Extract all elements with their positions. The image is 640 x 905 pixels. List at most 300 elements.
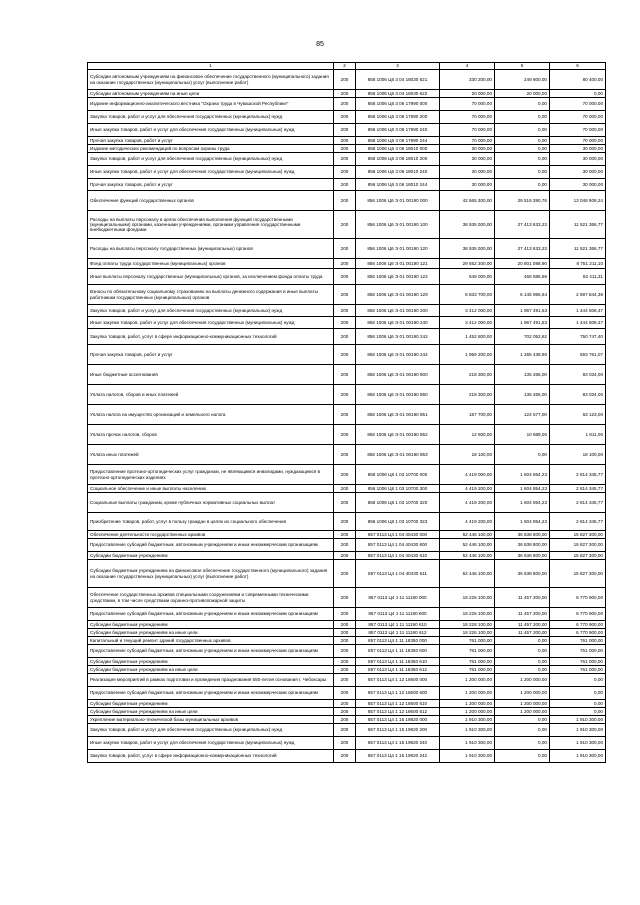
row-plan-cell: 761 000,00 — [440, 658, 495, 666]
row-code-cell: 200 — [334, 179, 356, 191]
table-row — [88, 552, 606, 560]
row-name-cell: Иные бюджетные ассигнования — [88, 365, 334, 385]
row-classification-cell: 856 1006 Ц8 1 03 10700 000 — [356, 465, 440, 485]
row-executed-cell: 0,00 — [495, 666, 550, 674]
row-plan-cell: 70 000,00 — [440, 111, 495, 124]
row-remaining-cell: 1 444 508,47 — [550, 305, 606, 317]
row-name-cell: Взносы по обязательному социальному страхованию на выплаты денежного содержания и иные выплаты работникам государственных (муниципальных) органов — [88, 285, 334, 305]
row-code-cell: 200 — [334, 687, 356, 700]
row-classification-cell: 856 1006 Ц6 Э 01 00190 853 — [356, 445, 440, 465]
row-name-cell: Субсидии бюджетным учреждениям — [88, 658, 334, 666]
row-code-cell: 200 — [334, 539, 356, 552]
row-classification-cell: 857 0113 Ц4 1 11 18350 600 — [356, 645, 440, 658]
row-code-cell: 200 — [334, 285, 356, 305]
row-remaining-cell: 8 751 211,10 — [550, 259, 606, 269]
row-remaining-cell: 18 100,00 — [550, 445, 606, 465]
row-code-cell: 200 — [334, 629, 356, 637]
table-row — [88, 687, 606, 700]
row-classification-cell: 857 0113 Ц4 1 11 18350 612 — [356, 666, 440, 674]
row-name-cell: Фонд оплаты труда государственных (муниципальных) органов — [88, 259, 334, 269]
row-name-cell: Предоставление протезно-ортопедических услуг гражданам, не являющимся инвалидами, нуждающимся в протезно-ортопедических изделиях — [88, 465, 334, 485]
row-name-cell: Субсидии бюджетным учреждениям на иные цели — [88, 708, 334, 716]
row-remaining-cell: 761 000,00 — [550, 637, 606, 645]
row-name-cell: Иные закупки товаров, работ и услуг для обеспечения государственных (муниципальных) нужд — [88, 166, 334, 179]
row-executed-cell: 0,00 — [495, 645, 550, 658]
table-header-row — [88, 63, 606, 70]
row-code-cell: 200 — [334, 166, 356, 179]
row-remaining-cell: 1 444 508,47 — [550, 317, 606, 329]
row-code-cell: 200 — [334, 269, 356, 285]
row-code-cell: 200 — [334, 405, 356, 425]
table-row — [88, 750, 606, 763]
row-code-cell: 200 — [334, 560, 356, 588]
row-remaining-cell: 0,00 — [550, 700, 606, 708]
row-plan-cell: 30 000,00 — [440, 166, 495, 179]
row-executed-cell: 702 052,62 — [495, 329, 550, 345]
row-code-cell: 200 — [334, 666, 356, 674]
row-classification-cell: 857 0113 Ц4 1 11 11190 000 — [356, 588, 440, 608]
table-row — [88, 124, 606, 137]
row-code-cell: 200 — [334, 588, 356, 608]
row-executed-cell: 1 604 854,23 — [495, 493, 550, 513]
row-executed-cell: 1 200 000,00 — [495, 674, 550, 687]
table-row — [88, 145, 606, 153]
row-classification-cell: 857 0113 Ц4 1 12 18600 600 — [356, 687, 440, 700]
row-name-cell: Предоставление субсидий бюджетным, автономным учреждениям и иным некоммерческим организациям — [88, 687, 334, 700]
table-row — [88, 137, 606, 145]
row-plan-cell: 1 959 200,00 — [440, 345, 495, 365]
row-executed-cell: 11 457 200,00 — [495, 629, 550, 637]
row-plan-cell: 1 452 800,00 — [440, 329, 495, 345]
column-header-name: 1 — [88, 63, 334, 70]
budget-table — [87, 62, 606, 763]
row-plan-cell: 70 000,00 — [440, 98, 495, 111]
row-classification-cell: 856 1006 Ц6 Э 01 00190 240 — [356, 317, 440, 329]
row-plan-cell: 1 910 300,00 — [440, 724, 495, 737]
row-name-cell: Закупка товаров, работ и услуг для обеспечения государственных (муниципальных) нужд — [88, 305, 334, 317]
table-row — [88, 269, 606, 285]
table-row — [88, 166, 606, 179]
row-plan-cell: 38 935 000,00 — [440, 211, 495, 239]
table-row — [88, 405, 606, 425]
row-plan-cell: 549 000,00 — [440, 269, 495, 285]
row-name-cell: Предоставление субсидий бюджетным, автономным учреждениям и иным некоммерческим организациям — [88, 608, 334, 621]
row-remaining-cell: 70 000,00 — [550, 137, 606, 145]
row-remaining-cell: 83 034,00 — [550, 385, 606, 405]
row-code-cell: 200 — [334, 637, 356, 645]
row-name-cell: Приобретение товаров, работ, услуг в пользу граждан в целях их социального обеспечения — [88, 513, 334, 531]
table-row — [88, 345, 606, 365]
row-code-cell: 200 — [334, 445, 356, 465]
row-classification-cell: 857 0113 Ц4 1 11 11190 610 — [356, 621, 440, 629]
row-plan-cell: 70 000,00 — [440, 137, 495, 145]
row-classification-cell: 856 1006 Ц6 Э 01 00190 121 — [356, 259, 440, 269]
row-name-cell: Укрепление материально-технической базы муниципальных архивов — [88, 716, 334, 724]
row-plan-cell: 20 000,00 — [440, 90, 495, 98]
row-plan-cell: 52 446 100,00 — [440, 552, 495, 560]
row-code-cell: 200 — [334, 700, 356, 708]
table-row — [88, 588, 606, 608]
row-plan-cell: 761 000,00 — [440, 637, 495, 645]
row-classification-cell: 857 0113 Ц4 1 04 40430 000 — [356, 531, 440, 539]
row-plan-cell: 1 200 000,00 — [440, 687, 495, 700]
table-row — [88, 637, 606, 645]
row-classification-cell: 856 1006 Ц6 3 06 18010 200 — [356, 153, 440, 166]
row-executed-cell: 27 413 633,23 — [495, 211, 550, 239]
row-code-cell: 200 — [334, 737, 356, 750]
row-classification-cell: 856 1006 Ц6 Э 01 00190 242 — [356, 329, 440, 345]
row-plan-cell: 4 419 200,00 — [440, 493, 495, 513]
row-remaining-cell: 1 910 300,00 — [550, 724, 606, 737]
row-plan-cell: 218 300,00 — [440, 365, 495, 385]
row-classification-cell: 857 0113 Ц4 1 04 40430 600 — [356, 539, 440, 552]
row-name-cell: Прочая закупка товаров, работ и услуг — [88, 345, 334, 365]
row-remaining-cell: 15 827 300,00 — [550, 531, 606, 539]
row-executed-cell: 466 588,69 — [495, 269, 550, 285]
row-name-cell: Обеспечение государственных архивов специальными сооружениями и современными техническими средствами, в том числе средствами охранно-противопожарной защиты — [88, 588, 334, 608]
row-classification-cell: 856 1006 Ц8 1 03 10700 323 — [356, 513, 440, 531]
table-row — [88, 674, 606, 687]
row-remaining-cell: 63 123,00 — [550, 405, 606, 425]
row-classification-cell: 856 1006 Ц6 3 04 18030 621 — [356, 70, 440, 90]
table-row — [88, 621, 606, 629]
table-row — [88, 716, 606, 724]
row-classification-cell: 856 1006 Ц6 Э 01 00190 244 — [356, 345, 440, 365]
row-classification-cell: 857 0113 Ц4 1 12 18600 000 — [356, 674, 440, 687]
row-remaining-cell: 30 000,00 — [550, 145, 606, 153]
table-row — [88, 425, 606, 445]
row-remaining-cell: 693 761,07 — [550, 345, 606, 365]
row-remaining-cell: 761 000,00 — [550, 645, 606, 658]
row-remaining-cell: 2 814 345,77 — [550, 465, 606, 485]
row-classification-cell: 856 1006 Ц6 Э 01 00190 851 — [356, 405, 440, 425]
row-name-cell: Социальные выплаты гражданам, кроме публичных нормативных социальных выплат — [88, 493, 334, 513]
row-code-cell: 200 — [334, 708, 356, 716]
row-name-cell: Субсидии автономным учреждениям на финансовое обеспечение государственного (муниципального) задания на оказание государственных (муниципальных) услуг (выполнение работ) — [88, 70, 334, 90]
row-remaining-cell: 6 770 900,00 — [550, 608, 606, 621]
row-classification-cell: 856 1006 Ц6 3 06 18010 244 — [356, 179, 440, 191]
row-executed-cell: 10 689,00 — [495, 425, 550, 445]
table-row — [88, 285, 606, 305]
row-remaining-cell: 0,00 — [550, 674, 606, 687]
table-row — [88, 211, 606, 239]
table-row — [88, 365, 606, 385]
row-code-cell: 200 — [334, 425, 356, 445]
row-name-cell: Прочая закупка товаров, работ и услуг — [88, 137, 334, 145]
row-plan-cell: 4 419 200,00 — [440, 513, 495, 531]
row-code-cell: 200 — [334, 153, 356, 166]
row-classification-cell: 857 0113 Ц4 1 11 18350 000 — [356, 637, 440, 645]
row-remaining-cell: 750 747,40 — [550, 329, 606, 345]
row-plan-cell: 29 552 300,00 — [440, 259, 495, 269]
row-executed-cell: 36 638 800,00 — [495, 539, 550, 552]
row-executed-cell: 36 638 800,00 — [495, 560, 550, 588]
row-executed-cell: 20 000,00 — [495, 90, 550, 98]
row-executed-cell: 1 967 491,53 — [495, 305, 550, 317]
row-name-cell: Субсидии бюджетным учреждениям на иные цели — [88, 666, 334, 674]
row-plan-cell: 1 910 300,00 — [440, 737, 495, 750]
row-plan-cell: 4 419 000,00 — [440, 465, 495, 485]
row-executed-cell: 0,00 — [495, 153, 550, 166]
row-code-cell: 200 — [334, 70, 356, 90]
row-plan-cell: 52 446 100,00 — [440, 560, 495, 588]
row-code-cell: 200 — [334, 239, 356, 259]
row-executed-cell: 0,00 — [495, 111, 550, 124]
row-code-cell: 200 — [334, 211, 356, 239]
row-plan-cell: 1 200 000,00 — [440, 674, 495, 687]
row-plan-cell: 761 000,00 — [440, 666, 495, 674]
row-classification-cell: 856 1006 Ц6 3 06 18010 240 — [356, 166, 440, 179]
row-classification-cell: 856 1006 Ц6 Э 01 00190 000 — [356, 191, 440, 211]
table-row — [88, 708, 606, 716]
row-name-cell: Издание методических рекомендаций по вопросам охраны труда — [88, 145, 334, 153]
row-name-cell: Закупка товаров, работ и услуг для обеспечения государственных (муниципальных) нужд — [88, 724, 334, 737]
row-plan-cell: 761 000,00 — [440, 645, 495, 658]
row-executed-cell: 11 457 200,00 — [495, 588, 550, 608]
row-remaining-cell: 15 827 300,00 — [550, 560, 606, 588]
row-classification-cell: 857 0113 Ц4 1 04 40430 610 — [356, 552, 440, 560]
row-executed-cell: 124 577,00 — [495, 405, 550, 425]
table-row — [88, 445, 606, 465]
table-row — [88, 153, 606, 166]
table-row — [88, 70, 606, 90]
row-executed-cell: 6 145 955,64 — [495, 285, 550, 305]
row-executed-cell: 11 457 200,00 — [495, 608, 550, 621]
row-code-cell: 200 — [334, 531, 356, 539]
table-row — [88, 608, 606, 621]
row-code-cell: 200 — [334, 385, 356, 405]
row-executed-cell: 36 638 800,00 — [495, 552, 550, 560]
row-plan-cell: 4 419 200,00 — [440, 485, 495, 493]
row-classification-cell: 857 0113 Ц4 1 15 19820 242 — [356, 750, 440, 763]
row-code-cell: 200 — [334, 621, 356, 629]
table-row — [88, 485, 606, 493]
row-remaining-cell: 6 770 900,00 — [550, 588, 606, 608]
row-executed-cell: 0,00 — [495, 716, 550, 724]
row-code-cell: 200 — [334, 98, 356, 111]
table-row — [88, 560, 606, 588]
row-code-cell: 200 — [334, 724, 356, 737]
row-code-cell: 200 — [334, 645, 356, 658]
row-executed-cell: 0,00 — [495, 637, 550, 645]
row-plan-cell: 18 226 100,00 — [440, 588, 495, 608]
row-name-cell: Иные закупки товаров, работ и услуг для обеспечения государственных (муниципальных) нужд — [88, 124, 334, 137]
row-executed-cell: 1 200 000,00 — [495, 687, 550, 700]
row-name-cell: Субсидии автономным учреждениям на иные цели — [88, 90, 334, 98]
row-executed-cell: 1 604 854,23 — [495, 485, 550, 493]
row-plan-cell: 30 000,00 — [440, 145, 495, 153]
row-plan-cell: 18 226 100,00 — [440, 608, 495, 621]
row-name-cell: Предоставление субсидий бюджетным, автономным учреждениям и иным некоммерческим организациям — [88, 539, 334, 552]
row-classification-cell: 857 0113 Ц4 1 12 18600 612 — [356, 708, 440, 716]
row-name-cell: Субсидии бюджетным учреждениям на иные цели — [88, 629, 334, 637]
row-executed-cell: 1 604 854,23 — [495, 513, 550, 531]
column-header-code: 2 — [334, 63, 356, 70]
table-row — [88, 493, 606, 513]
table-row — [88, 531, 606, 539]
row-plan-cell: 1 200 000,00 — [440, 700, 495, 708]
row-name-cell: Обеспечение деятельности государственных архивов — [88, 531, 334, 539]
row-executed-cell: 1 967 491,53 — [495, 317, 550, 329]
row-remaining-cell: 15 827 300,00 — [550, 552, 606, 560]
row-code-cell: 200 — [334, 317, 356, 329]
row-name-cell: Субсидии бюджетным учреждениям на финансовое обеспечение государственного (муниципального) задания на оказание государственных (муниципальных) услуг (выполнение работ) — [88, 560, 334, 588]
row-classification-cell: 856 1006 Ц6 Э 01 00190 200 — [356, 305, 440, 317]
table-row — [88, 666, 606, 674]
row-plan-cell: 1 200 000,00 — [440, 708, 495, 716]
table-row — [88, 539, 606, 552]
row-name-cell: Прочая закупка товаров, работ и услуг — [88, 179, 334, 191]
row-executed-cell: 135 266,00 — [495, 365, 550, 385]
row-executed-cell: 0,00 — [495, 737, 550, 750]
row-name-cell: Субсидии бюджетным учреждениям — [88, 700, 334, 708]
row-executed-cell: 29 516 390,76 — [495, 191, 550, 211]
row-code-cell: 200 — [334, 90, 356, 98]
table-row — [88, 317, 606, 329]
row-executed-cell: 0,00 — [495, 137, 550, 145]
column-header-executed: 5 — [495, 63, 550, 70]
row-plan-cell: 52 446 100,00 — [440, 531, 495, 539]
row-plan-cell: 1 910 300,00 — [440, 750, 495, 763]
row-classification-cell: 856 1006 Ц6 Э 01 00190 129 — [356, 285, 440, 305]
row-remaining-cell: 1 910 300,00 — [550, 716, 606, 724]
row-plan-cell: 3 412 000,00 — [440, 317, 495, 329]
row-name-cell: Субсидии бюджетным учреждениям — [88, 621, 334, 629]
row-remaining-cell: 13 048 909,24 — [550, 191, 606, 211]
row-code-cell: 200 — [334, 137, 356, 145]
column-header-remaining: 6 — [550, 63, 606, 70]
row-executed-cell: 0,00 — [495, 98, 550, 111]
row-classification-cell: 857 0113 Ц4 1 11 11190 600 — [356, 608, 440, 621]
row-executed-cell: 36 638 800,00 — [495, 531, 550, 539]
row-remaining-cell: 30 000,00 — [550, 179, 606, 191]
row-classification-cell: 856 1006 Ц6 Э 01 00190 122 — [356, 269, 440, 285]
row-code-cell: 200 — [334, 485, 356, 493]
row-executed-cell: 27 413 633,23 — [495, 239, 550, 259]
table-row — [88, 465, 606, 485]
table-row — [88, 645, 606, 658]
row-executed-cell: 0,00 — [495, 145, 550, 153]
row-executed-cell: 0,00 — [495, 179, 550, 191]
table-row — [88, 305, 606, 317]
row-classification-cell: 857 0113 Ц4 1 15 19820 240 — [356, 737, 440, 750]
row-remaining-cell: 11 521 366,77 — [550, 211, 606, 239]
row-plan-cell: 218 300,00 — [440, 385, 495, 405]
row-remaining-cell: 70 000,00 — [550, 98, 606, 111]
row-classification-cell: 856 1006 Ц8 1 03 10700 300 — [356, 485, 440, 493]
row-remaining-cell: 2 814 345,77 — [550, 513, 606, 531]
row-executed-cell: 0,00 — [495, 724, 550, 737]
row-name-cell: Закупка товаров, работ и услуг для обеспечения государственных (муниципальных) нужд — [88, 111, 334, 124]
table-row — [88, 239, 606, 259]
row-remaining-cell: 1 811,00 — [550, 425, 606, 445]
row-name-cell: Расходы на выплаты персоналу государственных (муниципальных) органов — [88, 239, 334, 259]
row-remaining-cell: 11 521 366,77 — [550, 239, 606, 259]
row-remaining-cell: 82 411,31 — [550, 269, 606, 285]
row-executed-cell: 1 265 438,90 — [495, 345, 550, 365]
table-row — [88, 259, 606, 269]
row-code-cell: 200 — [334, 716, 356, 724]
row-name-cell: Иные закупки товаров, работ и услуг для обеспечения государственных (муниципальных) нужд — [88, 317, 334, 329]
row-classification-cell: 857 0113 Ц4 1 12 18600 610 — [356, 700, 440, 708]
row-code-cell: 200 — [334, 493, 356, 513]
row-remaining-cell: 1 910 300,00 — [550, 750, 606, 763]
row-classification-cell: 857 0113 Ц4 1 04 40430 611 — [356, 560, 440, 588]
row-plan-cell: 18 228 100,00 — [440, 621, 495, 629]
row-remaining-cell: 80 400,00 — [550, 70, 606, 90]
row-code-cell: 200 — [334, 465, 356, 485]
table-row — [88, 513, 606, 531]
row-plan-cell: 187 700,00 — [440, 405, 495, 425]
row-remaining-cell: 30 000,00 — [550, 153, 606, 166]
row-code-cell: 200 — [334, 658, 356, 666]
row-classification-cell: 856 1006 Ц8 1 03 10700 320 — [356, 493, 440, 513]
table-row — [88, 111, 606, 124]
row-code-cell: 200 — [334, 365, 356, 385]
row-executed-cell: 20 801 088,90 — [495, 259, 550, 269]
row-executed-cell: 0,00 — [495, 124, 550, 137]
row-code-cell: 200 — [334, 259, 356, 269]
row-remaining-cell: 761 000,00 — [550, 658, 606, 666]
row-remaining-cell: 83 034,00 — [550, 365, 606, 385]
row-name-cell: Уплата налога на имущество организаций и земельного налога — [88, 405, 334, 425]
table-row — [88, 329, 606, 345]
row-code-cell: 200 — [334, 552, 356, 560]
row-executed-cell: 0,00 — [495, 166, 550, 179]
row-name-cell: Закупка товаров, работ, услуг в сфере информационно-коммуникационных технологий — [88, 750, 334, 763]
row-plan-cell: 70 000,00 — [440, 124, 495, 137]
row-plan-cell: 30 000,00 — [440, 153, 495, 166]
row-classification-cell: 856 1006 Ц6 3 06 17990 200 — [356, 111, 440, 124]
page-number: 85 — [316, 41, 324, 48]
row-name-cell: Предоставление субсидий бюджетным, автономным учреждениям и иным некоммерческим организациям — [88, 645, 334, 658]
row-name-cell: Иные закупки товаров, работ и услуг для обеспечения государственных (муниципальных) нужд — [88, 737, 334, 750]
row-executed-cell: 11 457 200,00 — [495, 621, 550, 629]
column-header-classification: 3 — [356, 63, 440, 70]
row-code-cell: 200 — [334, 329, 356, 345]
row-remaining-cell: 0,00 — [550, 687, 606, 700]
row-name-cell: Закупка товаров, работ и услуг для обеспечения государственных (муниципальных) нужд — [88, 153, 334, 166]
table-row — [88, 658, 606, 666]
row-name-cell: Расходы на выплаты персоналу в целях обеспечения выполнения функций государственными (муниципальными) органами, казенными учреждениями, органами управления государственными внебюджетными фондами — [88, 211, 334, 239]
row-plan-cell: 38 935 000,00 — [440, 239, 495, 259]
row-plan-cell: 42 565 300,00 — [440, 191, 495, 211]
row-classification-cell: 856 1006 Ц6 Э 01 00190 100 — [356, 211, 440, 239]
row-code-cell: 200 — [334, 513, 356, 531]
row-remaining-cell: 6 770 900,00 — [550, 621, 606, 629]
row-name-cell: Издание информационно-аналитического вестника "Охрана труда в Чувашской Республике" — [88, 98, 334, 111]
row-name-cell: Социальное обеспечение и иные выплаты населению — [88, 485, 334, 493]
table-row — [88, 385, 606, 405]
row-remaining-cell: 2 814 345,77 — [550, 485, 606, 493]
table-row — [88, 98, 606, 111]
row-code-cell: 200 — [334, 124, 356, 137]
row-remaining-cell: 0,00 — [550, 708, 606, 716]
row-classification-cell: 856 1006 Ц6 Э 01 00190 852 — [356, 425, 440, 445]
row-plan-cell: 1 910 300,00 — [440, 716, 495, 724]
row-code-cell: 200 — [334, 674, 356, 687]
row-code-cell: 200 — [334, 750, 356, 763]
row-code-cell: 200 — [334, 145, 356, 153]
row-classification-cell: 857 0113 Ц4 1 11 11190 612 — [356, 629, 440, 637]
row-remaining-cell: 1 910 300,00 — [550, 737, 606, 750]
row-name-cell: Обеспечение функций государственных органов — [88, 191, 334, 211]
row-executed-cell: 135 266,00 — [495, 385, 550, 405]
row-plan-cell: 3 412 000,00 — [440, 305, 495, 317]
row-code-cell: 200 — [334, 111, 356, 124]
row-classification-cell: 857 0113 Ц4 1 15 19820 200 — [356, 724, 440, 737]
row-name-cell: Реализация мероприятий в рамках подготовки и проведения празднования 550-летия основания г. Чебоксары — [88, 674, 334, 687]
